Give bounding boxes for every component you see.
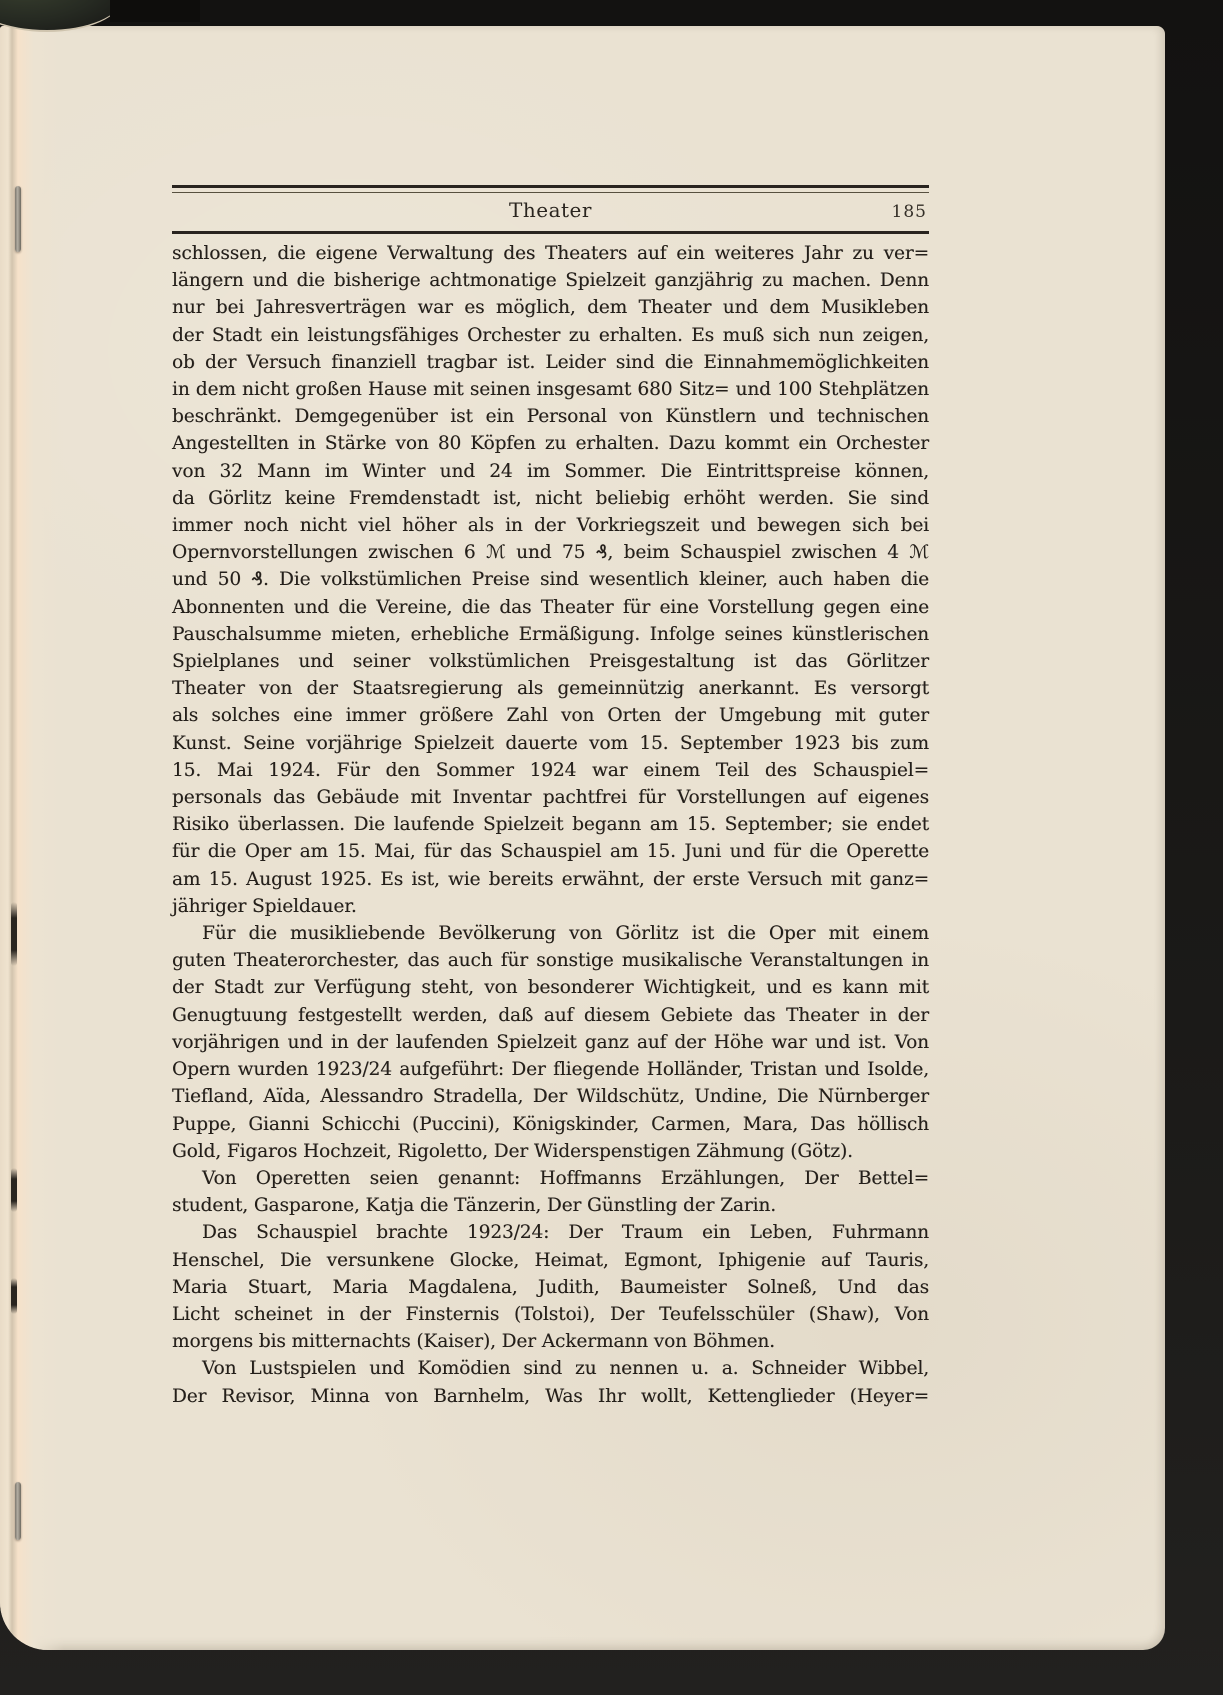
binding-staple bbox=[15, 1482, 21, 1540]
paragraph bbox=[172, 920, 929, 1165]
text-line: Von Operetten seien genannt: Hoffmanns Erzählungen, Der Bettel= bbox=[202, 1167, 929, 1189]
text-line: Puppe, Gianni Schicchi (Puccini), Königskinder, Carmen, Mara, Das höllisch bbox=[172, 1113, 929, 1135]
text-line: Tiefland, Aïda, Alessandro Stradella, Der Wildschütz, Undine, Die Nürnberger bbox=[172, 1086, 929, 1108]
text-line: vorjährigen und in der laufenden Spielzeit ganz auf der Höhe war und ist. Von bbox=[172, 1031, 929, 1053]
text-line: Risiko überlassen. Die laufende Spielzeit begann am 15. September; sie endet bbox=[172, 814, 929, 836]
text-line: Kunst. Seine vorjährige Spielzeit dauerte vom 15. September 1923 bis zum bbox=[172, 732, 929, 754]
text-line: morgens bis mitternachts (Kaiser), Der Ackermann von Böhmen. bbox=[172, 1331, 775, 1353]
text-line: Gold, Figaros Hochzeit, Rigoletto, Der Widerspenstigen Zähmung (Götz). bbox=[172, 1140, 853, 1162]
text-line: Opern wurden 1923/24 aufgeführt: Der fliegende Holländer, Tristan und Isolde, bbox=[172, 1059, 929, 1081]
text-line: Für die musikliebende Bevölkerung von Görlitz ist die Oper mit einem bbox=[202, 923, 929, 945]
text-line: Angestellten in Stärke von 80 Köpfen zu erhalten. Dazu kommt ein Orchester bbox=[172, 433, 929, 455]
text-line: für die Oper am 15. Mai, für das Schauspiel am 15. Juni und für die Operette bbox=[172, 841, 929, 863]
text-line: Von Lustspielen und Komödien sind zu nennen u. a. Schneider Wibbel, bbox=[202, 1358, 929, 1380]
text-line: student, Gasparone, Katja die Tänzerin, Der Günstling der Zarin. bbox=[172, 1195, 776, 1217]
text-line: als solches eine immer größere Zahl von Orten der Umgebung mit guter bbox=[172, 705, 929, 727]
text-line: da Görlitz keine Fremdenstadt ist, nicht beliebig erhöht werden. Sie sind bbox=[172, 487, 929, 509]
book-page bbox=[0, 26, 1165, 1650]
text-line: Pauschalsumme mieten, erhebliche Ermäßigung. Infolge seines künstlerischen bbox=[172, 623, 929, 645]
gutter-shadow-mark bbox=[11, 902, 17, 966]
paragraph bbox=[172, 1165, 929, 1219]
text-line: in dem nicht großen Hause mit seinen insgesamt 680 Sitz= und 100 Stehplätzen bbox=[172, 379, 929, 401]
text-line: Genugtuung festgestellt werden, daß auf diesem Gebiete das Theater in der bbox=[172, 1004, 929, 1026]
scanner-background-patch bbox=[110, 0, 200, 22]
body-text bbox=[172, 240, 929, 1410]
paragraph bbox=[172, 1355, 929, 1409]
text-line: personals das Gebäude mit Inventar pachtfrei für Vorstellungen auf eigenes bbox=[172, 787, 929, 809]
text-line: Spielplanes und seiner volkstümlichen Preisgestaltung ist das Görlitzer bbox=[172, 651, 929, 673]
header-rule-thick-top bbox=[172, 185, 929, 188]
text-line: schlossen, die eigene Verwaltung des Theaters auf ein weiteres Jahr zu ver= bbox=[172, 243, 929, 264]
header-rule-bottom bbox=[172, 231, 929, 234]
binding-staple bbox=[15, 186, 21, 252]
text-line: ob der Versuch finanziell tragbar ist. Leider sind die Einnahmemöglichkeiten bbox=[172, 351, 929, 373]
text-line: Opernvorstellungen zwischen 6 ℳ und 75 ₰, beim Schauspiel zwischen 4 ℳ bbox=[172, 542, 929, 564]
page-number: 185 bbox=[891, 202, 927, 222]
text-line: beschränkt. Demgegenüber ist ein Personal von Künstlern und technischen bbox=[172, 406, 929, 428]
text-line: längern und die bisherige achtmonatige Spielzeit ganzjährig zu machen. Denn bbox=[172, 270, 929, 292]
text-line: jähriger Spieldauer. bbox=[172, 895, 357, 917]
text-line: der Stadt zur Verfügung steht, von besonderer Wichtigkeit, und es kann mit bbox=[172, 977, 929, 999]
text-line: immer noch nicht viel höher als in der Vorkriegszeit und bewegen sich bei bbox=[172, 515, 929, 537]
text-line: Henschel, Die versunkene Glocke, Heimat, Egmont, Iphigenie auf Tauris, bbox=[172, 1249, 929, 1271]
text-line: guten Theaterorchester, das auch für sonstige musikalische Veranstaltungen in bbox=[172, 950, 929, 972]
paragraph bbox=[172, 1219, 929, 1355]
text-line: und 50 ₰. Die volkstümlichen Preise sind wesentlich kleiner, auch haben die bbox=[172, 569, 929, 591]
paragraph bbox=[172, 240, 929, 920]
gutter-shadow-mark bbox=[11, 1278, 17, 1314]
binding-gutter bbox=[0, 26, 64, 1650]
text-line: Das Schauspiel brachte 1923/24: Der Traum ein Leben, Fuhrmann bbox=[202, 1222, 929, 1244]
text-line: Licht scheinet in der Finsternis (Tolstoi), Der Teufelsschüler (Shaw), Von bbox=[172, 1303, 929, 1325]
text-line: der Stadt ein leistungsfähiges Orchester zu erhalten. Es muß sich nun zeigen, bbox=[172, 324, 929, 346]
text-line: 15. Mai 1924. Für den Sommer 1924 war einem Teil des Schauspiel= bbox=[172, 759, 929, 781]
text-line: Theater von der Staatsregierung als gemeinnützig anerkannt. Es versorgt bbox=[172, 678, 929, 700]
text-line: nur bei Jahresverträgen war es möglich, dem Theater und dem Musikleben bbox=[172, 297, 929, 319]
running-header bbox=[172, 185, 929, 235]
text-line: Der Revisor, Minna von Barnhelm, Was Ihr wollt, Kettenglieder (Heyer= bbox=[172, 1385, 929, 1407]
text-line: am 15. August 1925. Es ist, wie bereits erwähnt, der erste Versuch mit ganz= bbox=[172, 868, 929, 890]
header-rule-thin bbox=[172, 192, 929, 193]
text-line: Maria Stuart, Maria Magdalena, Judith, Baumeister Solneß, Und das bbox=[172, 1276, 929, 1298]
gutter-shadow-mark bbox=[11, 1168, 17, 1212]
text-line: von 32 Mann im Winter und 24 im Sommer. Die Eintrittspreise können, bbox=[172, 460, 929, 482]
text-line: Abonnenten und die Vereine, die das Theater für eine Vorstellung gegen eine bbox=[172, 596, 929, 618]
running-header-title: Theater bbox=[509, 198, 592, 222]
